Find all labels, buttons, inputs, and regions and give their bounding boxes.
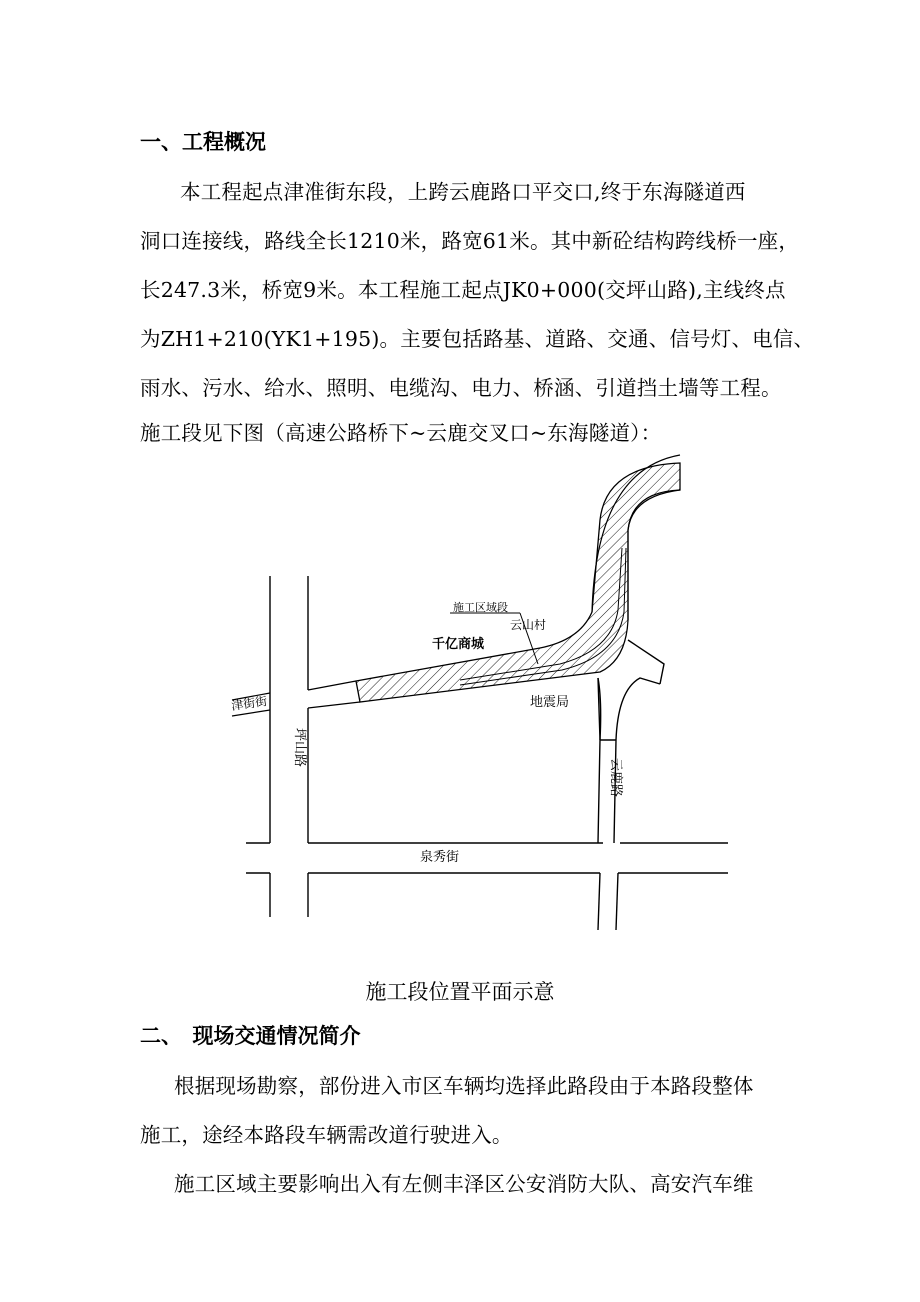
section2-line: 根据现场勘察，部份进入市区车辆均选择此路段由于本路段整体 — [174, 1074, 754, 1098]
site-plan-diagram — [0, 450, 920, 970]
figure-caption: 施工段位置平面示意 — [365, 980, 555, 1004]
quanxiu-street — [246, 843, 728, 873]
section1-line: 本工程起点津准街东段，上跨云鹿路口平交口,终于东海隧道西 — [180, 180, 746, 204]
label-seismic-bureau: 地震局 — [530, 695, 570, 710]
section2-line: 施工区域主要影响出入有左侧丰泽区公安消防大队、高安汽车维 — [174, 1172, 754, 1196]
label-pingshan-road: 坪山路 — [292, 728, 307, 768]
label-yunlu-road: 云鹿路 — [608, 758, 623, 798]
section2-line: 施工，途经本路段车辆需改道行驶进入。 — [140, 1123, 513, 1147]
label-quanxiu-street: 泉秀街 — [420, 850, 460, 865]
yunlu-road — [598, 640, 664, 930]
section1-line: 长247.3米，桥宽9米。本工程施工起点JK0+000(交坪山路),主线终点 — [140, 278, 786, 302]
label-qianyi-mall: 千亿商城 — [432, 637, 485, 652]
main-road — [308, 455, 680, 708]
section1-line: 雨水、污水、给水、照明、电缆沟、电力、桥涵、引道挡土墙等工程。 — [140, 376, 782, 400]
section1-line: 施工段见下图（高速公路桥下~云鹿交叉口~东海隧道）： — [140, 421, 662, 445]
label-jin-street: 津街街 — [230, 694, 269, 713]
label-construction-zone: 施工区域段 — [453, 601, 508, 614]
section1-line: 洞口连接线，路线全长1210米，路宽61米。其中新砼结构跨线桥一座， — [140, 229, 800, 253]
section1-line: 为ZH1+210(YK1+195)。主要包括路基、道路、交通、信号灯、电信、 — [140, 327, 815, 351]
section2-heading: 二、 现场交通情况简介 — [140, 1024, 361, 1048]
section1-heading: 一、工程概况 — [140, 130, 266, 154]
label-yunshan-village: 云山村 — [510, 618, 547, 632]
